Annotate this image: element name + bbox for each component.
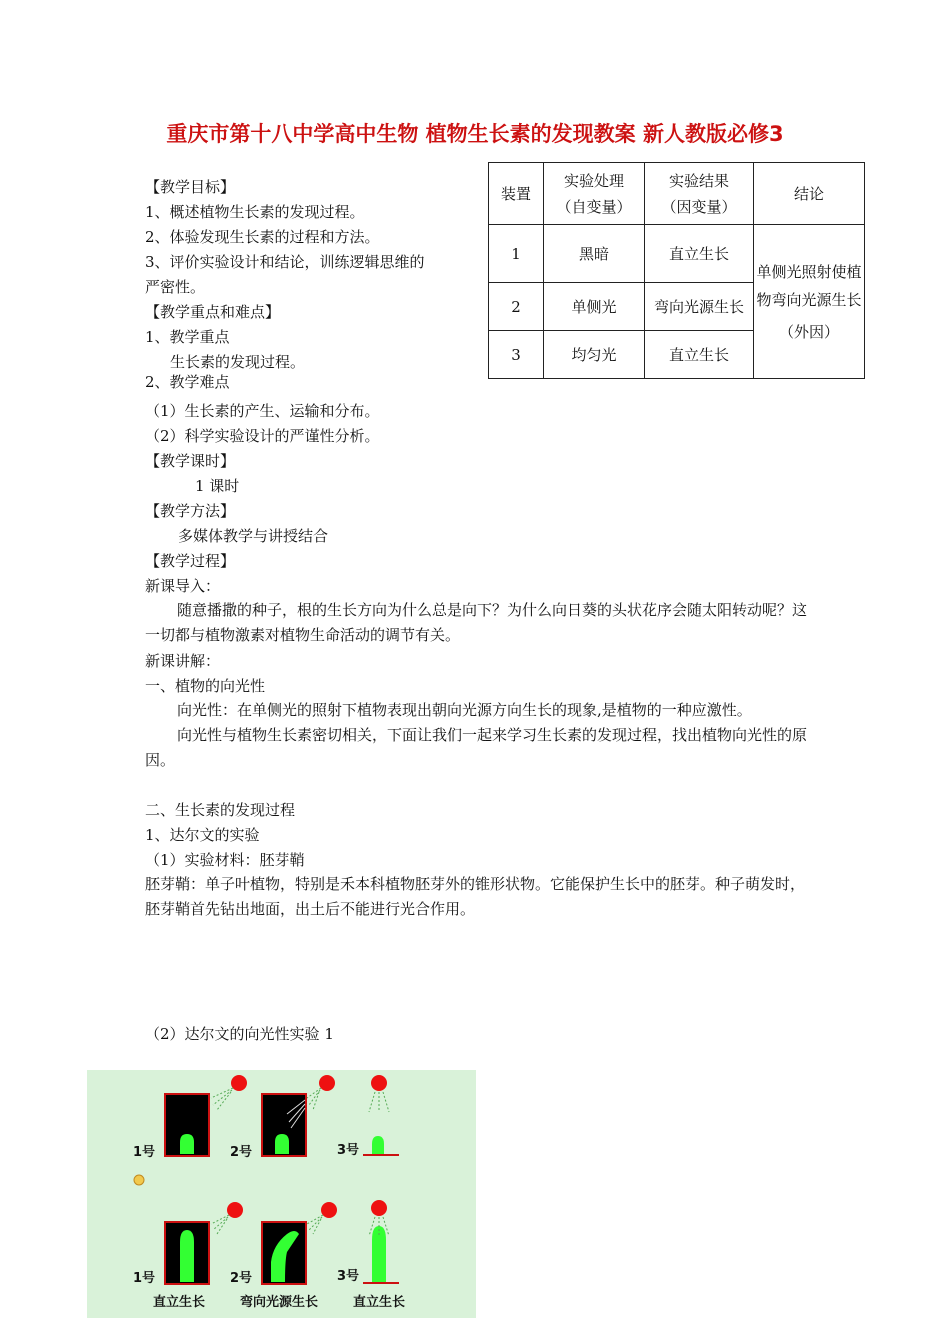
- light-rays: [369, 1217, 389, 1236]
- lecture-label: 新课讲解：: [145, 652, 221, 670]
- objectives-heading: 【教学目标】: [145, 178, 236, 196]
- result-label-3: 直立生长: [353, 1295, 406, 1310]
- hours-text: 1 课时: [195, 477, 240, 495]
- conclusion-note: （外因）: [778, 322, 839, 341]
- header-treatment-label: 实验处理: [563, 171, 624, 190]
- material-line: （1）实验材料：胚芽鞘: [145, 851, 305, 869]
- coleoptile-text: 胚芽鞘：单子叶植物，特别是禾本科植物胚芽外的锥形状物。它能保护生长中的胚芽。种子萌发时，胚芽鞘首先钻出地面，出土后不能进行光合作用。: [145, 875, 806, 918]
- header-device: 装置: [489, 163, 544, 225]
- conclusion-cell: [754, 225, 865, 379]
- method-heading: 【教学方法】: [145, 502, 236, 520]
- phototropism-link: 向光性与植物生长素密切相关，下面让我们一起来学习生长素的发现过程，找出植物向光性的原因。: [145, 726, 808, 769]
- page-title: 重庆市第十八中学高中生物 植物生长素的发现教案 新人教版必修3: [166, 122, 784, 146]
- coleoptile-small: [372, 1136, 384, 1154]
- sun-icon: [371, 1200, 387, 1216]
- row-treatment: 单侧光: [544, 283, 645, 331]
- header-result: [645, 163, 754, 225]
- coleoptile-small: [180, 1134, 194, 1154]
- label-3: 3号: [337, 1143, 360, 1158]
- header-result-sub: （因变量）: [661, 197, 737, 216]
- section-heading-phototropism: 一、植物的向光性: [145, 677, 266, 695]
- row-result: 直立生长: [645, 331, 754, 379]
- row-result: 弯向光源生长: [645, 283, 754, 331]
- difficulty-item: （1）生长素的产生、运输和分布。: [145, 402, 380, 420]
- emblem-icon: [134, 1175, 144, 1185]
- intro-text: 随意播撒的种子，根的生长方向为什么总是向下？为什么向日葵的头状花序会随太阳转动呢？这一切都与植物激素对植物生命活动的调节有关。: [145, 601, 808, 644]
- process-heading: 【教学过程】: [145, 552, 236, 570]
- darwin-heading: 1、达尔文的实验: [145, 826, 260, 844]
- light-rays: [369, 1092, 389, 1112]
- row-id: 1: [489, 225, 544, 283]
- section-heading-discovery: 二、生长素的发现过程: [145, 801, 296, 819]
- key-point-text: 生长素的发现过程。: [170, 353, 306, 371]
- label-3: 3号: [337, 1269, 360, 1284]
- experiment-table: [488, 162, 865, 379]
- header-conclusion: 结论: [754, 163, 865, 225]
- row-id: 3: [489, 331, 544, 379]
- objective-item: 3、评价实验设计和结论，训练逻辑思维的: [145, 253, 425, 271]
- label-1: 1号: [133, 1271, 156, 1286]
- hours-heading: 【教学课时】: [145, 452, 236, 470]
- light-rays: [211, 1215, 229, 1234]
- label-2: 2号: [230, 1271, 253, 1286]
- objective-item: 1、概述植物生长素的发现过程。: [145, 203, 365, 221]
- coleoptile-small: [275, 1134, 289, 1154]
- method-text: 多媒体教学与讲授结合: [178, 527, 329, 545]
- light-rays: [211, 1088, 233, 1110]
- focus-heading: 【教学重点和难点】: [145, 303, 281, 321]
- sun-icon: [321, 1202, 337, 1218]
- sun-icon: [371, 1075, 387, 1091]
- table-row: [489, 225, 865, 283]
- key-point-label: 1、教学重点: [145, 328, 230, 346]
- row-treatment: 黑暗: [544, 225, 645, 283]
- objective-item: 2、体验发现生长素的过程和方法。: [145, 228, 380, 246]
- phototropism-definition: 向光性：在单侧光的照射下植物表现出朝向光源方向生长的现象,是植物的一种应激性。: [177, 701, 752, 719]
- exp1-caption: （2）达尔文的向光性实验 1: [145, 1025, 334, 1043]
- sun-icon: [231, 1075, 247, 1091]
- header-treatment-sub: （自变量）: [556, 197, 632, 216]
- result-label-1: 直立生长: [153, 1295, 206, 1310]
- intro-label: 新课导入：: [145, 577, 221, 595]
- difficulty-item: （2）科学实验设计的严谨性分析。: [145, 427, 380, 445]
- result-label-2: 弯向光源生长: [240, 1295, 319, 1310]
- label-1: 1号: [133, 1145, 156, 1160]
- difficulty-label: 2、教学难点: [145, 373, 230, 391]
- darwin-experiment-figure: [87, 1070, 476, 1318]
- objective-item: 严密性。: [145, 278, 206, 296]
- header-treatment: [544, 163, 645, 225]
- header-result-label: 实验结果: [668, 171, 729, 190]
- coleoptile-tall: [180, 1230, 194, 1282]
- light-rays: [307, 1215, 323, 1234]
- light-rays: [307, 1088, 321, 1110]
- row-treatment: 均匀光: [544, 331, 645, 379]
- label-2: 2号: [230, 1145, 253, 1160]
- experiment-diagram: [87, 1070, 476, 1318]
- sun-icon: [227, 1202, 243, 1218]
- row-result: 直立生长: [645, 225, 754, 283]
- conclusion-text: 单侧光照射使植物弯向光源生长: [756, 262, 862, 309]
- row-id: 2: [489, 283, 544, 331]
- sun-icon: [319, 1075, 335, 1091]
